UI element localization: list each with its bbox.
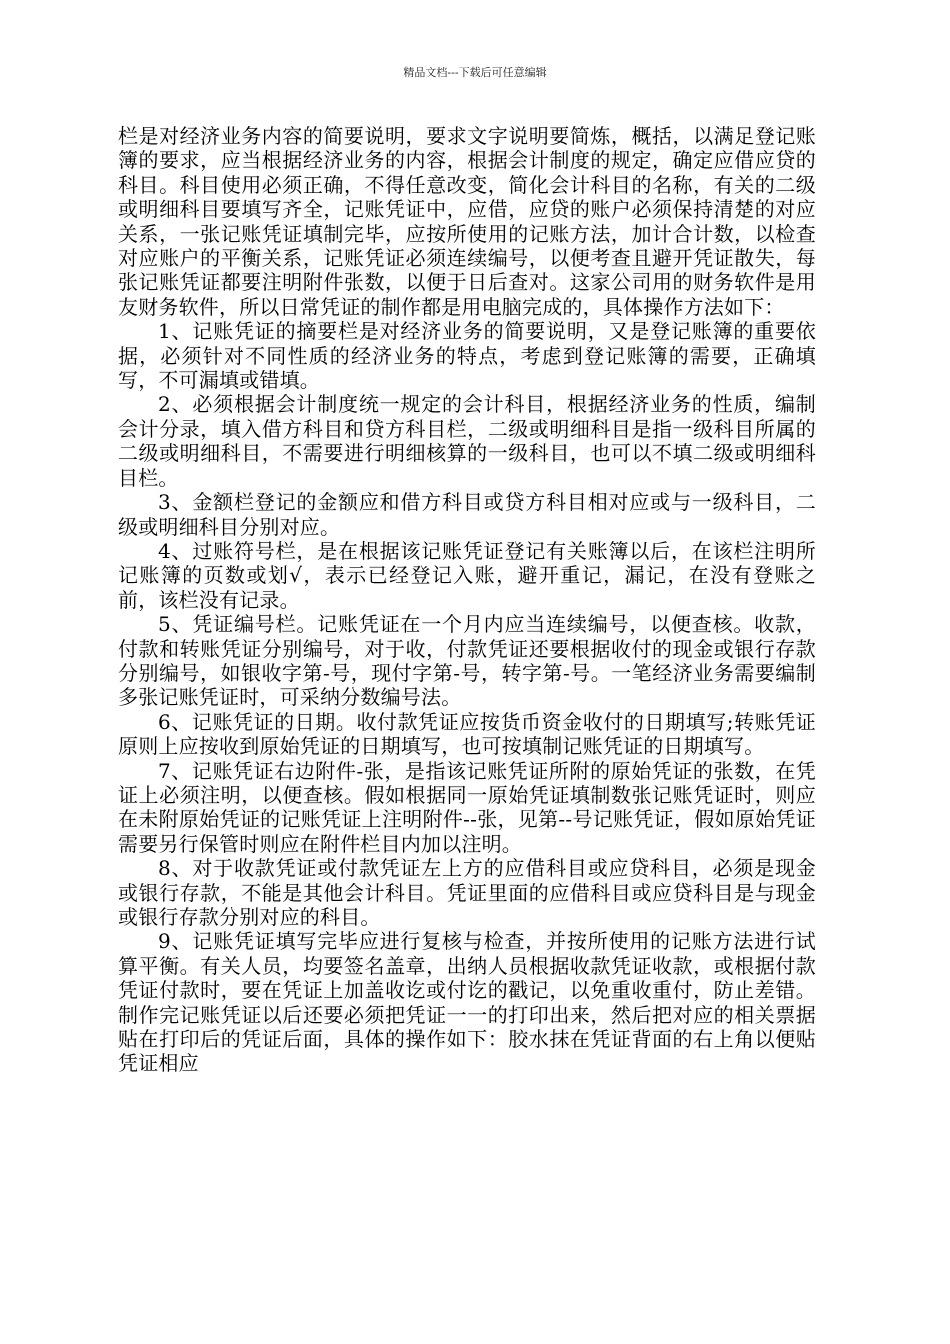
paragraph-item-1: 1、记账凭证的摘要栏是对经济业务的简要说明，又是登记账簿的重要依据，必须针对不同性质的经济业务的特点，考虑到登记账簿的需要，正确填写，不可漏填或错填。: [118, 319, 816, 393]
paragraph-item-3: 3、金额栏登记的金额应和借方科目或贷方科目相对应或与一级科目，二级或明细科目分别对应。: [118, 490, 816, 539]
page-header: 精品文档---下载后可任意编辑: [403, 66, 547, 79]
paragraph-item-5: 5、凭证编号栏。记账凭证在一个月内应当连续编号，以便查核。收款，付款和转账凭证分别编号，对于收，付款凭证还要根据收付的现金或银行存款分别编号，如银收字第-号，现付字第-号，转字第-号。一笔经济业务需要编制多张记账凭证时，可采纳分数编号法。: [118, 612, 816, 710]
paragraph-item-2: 2、必须根据会计制度统一规定的会计科目，根据经济业务的性质，编制会计分录，填入借方科目和贷方科目栏，二级或明细科目是指一级科目所属的二级或明细科目，不需要进行明细核算的一级科目，也可以不填二级或明细科目栏。: [118, 392, 816, 490]
paragraph-intro: 栏是对经济业务内容的简要说明，要求文字说明要简炼，概括，以满足登记账簿的要求，应当根据经济业务的内容，根据会计制度的规定，确定应借应贷的科目。科目使用必须正确，不得任意改变，简化会计科目的名称，有关的二级或明细科目要填写齐全，记账凭证中，应借，应贷的账户必须保持清楚的对应关系，一张记账凭证填制完毕，应按所使用的记账方法，加计合计数，以检查对应账户的平衡关系，记账凭证必须连续编号，以便考查且避开凭证散失，每张记账凭证都要注明附件张数，以便于日后查对。这家公司用的财务软件是用友财务软件，所以日常凭证的制作都是用电脑完成的，具体操作方法如下：: [118, 124, 816, 319]
paragraph-item-6: 6、记账凭证的日期。收付款凭证应按货币资金收付的日期填写;转账凭证原则上应按收到原始凭证的日期填写，也可按填制记账凭证的日期填写。: [118, 709, 816, 759]
paragraph-item-8: 8、对于收款凭证或付款凭证左上方的应借科目或应贷科目，必须是现金或银行存款，不能是其他会计科目。凭证里面的应借科目或应贷科目是与现金或银行存款分别对应的科目。: [118, 856, 816, 929]
paragraph-item-4: 4、过账符号栏，是在根据该记账凭证登记有关账簿以后，在该栏注明所记账簿的页数或划√，表示已经登记入账，避开重记，漏记，在没有登账之前，该栏没有记录。: [118, 538, 816, 612]
document-body: [118, 124, 816, 1076]
paragraph-item-9: 9、记账凭证填写完毕应进行复核与检查，并按所使用的记账方法进行试算平衡。有关人员，均要签名盖章，出纳人员根据收款凭证收款，或根据付款凭证付款时，要在凭证上加盖收讫或付讫的戳记，以免重收重付，防止差错。制作完记账凭证以后还要必须把凭证一一的打印出来，然后把对应的相关票据贴在打印后的凭证后面，具体的操作如下：胶水抹在凭证背面的右上角以便贴凭证相应: [118, 929, 816, 1076]
paragraph-item-7: 7、记账凭证右边附件-张，是指该记账凭证所附的原始凭证的张数，在凭证上必须注明，以便查核。假如根据同一原始凭证填制数张记账凭证时，则应在未附原始凭证的记账凭证上注明附件--张，见第--号记账凭证，假如原始凭证需要另行保管时则应在附件栏目内加以注明。: [118, 758, 816, 856]
